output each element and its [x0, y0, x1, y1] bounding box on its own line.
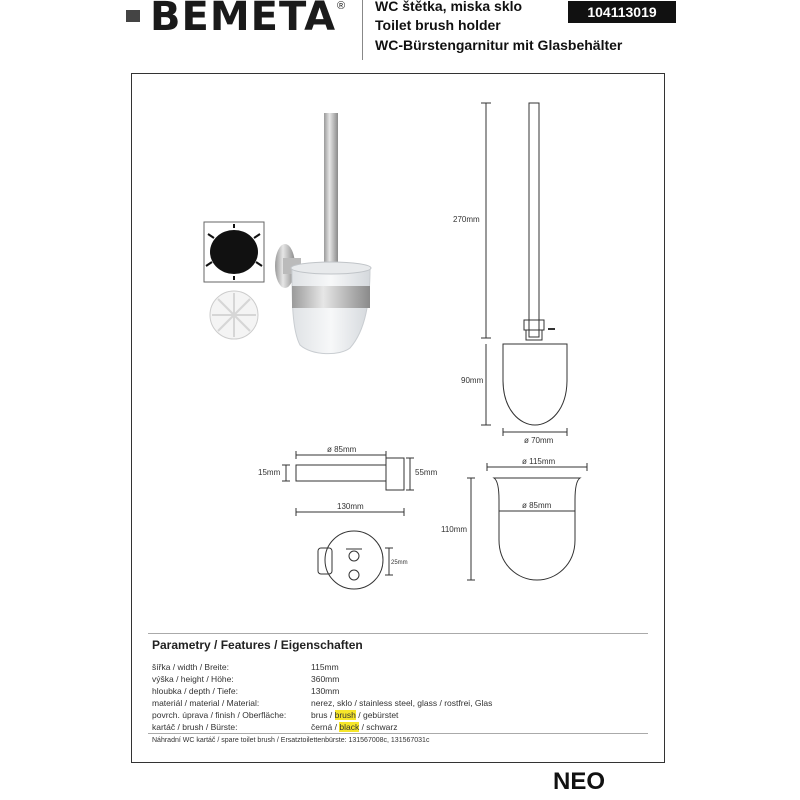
dim-90: 90mm: [461, 376, 484, 385]
param-label-material: materiál / material / Material:: [152, 698, 260, 708]
spare-parts-note: Náhradní WC kartáč / spare toilet brush / Ersatztoilettenbürste: 131567008c, 131567031c: [152, 737, 430, 744]
param-label-height: výška / height / Höhe:: [152, 674, 234, 684]
dim-85-top: ø 85mm: [327, 445, 357, 454]
spare-divider: [148, 733, 648, 734]
glass-cup-drawing: [467, 463, 587, 580]
param-label-depth: hloubka / depth / Tiefe:: [152, 686, 239, 696]
dim-55: 55mm: [415, 468, 438, 477]
param-label-brush: kartáč / brush / Bürste:: [152, 722, 238, 732]
dim-85-cup: ø 85mm: [522, 501, 552, 510]
title-en: Toilet brush holder: [375, 17, 501, 33]
brush-highlight: black: [339, 722, 360, 732]
bracket-front-view: [318, 531, 393, 589]
dim-70: ø 70mm: [524, 436, 554, 445]
dim-25: 25mm: [391, 560, 408, 566]
finish-pre: brus /: [311, 710, 335, 720]
product-photo: [275, 113, 371, 354]
param-value-width: 115mm: [311, 662, 339, 672]
param-value-depth: 130mm: [311, 686, 340, 696]
params-divider: [148, 633, 648, 634]
black-brush-thumbnail: [204, 222, 264, 282]
brand-logo: BEMETA: [150, 0, 337, 40]
brush-post: / schwarz: [359, 722, 398, 732]
dim-130: 130mm: [337, 502, 364, 511]
dim-110: 110mm: [441, 525, 468, 534]
param-value-height: 360mm: [311, 674, 340, 684]
brush-pre: černá /: [311, 722, 340, 732]
dim-15: 15mm: [258, 468, 281, 477]
title-cz: WC štětka, miska sklo: [375, 0, 523, 14]
param-value-finish: [311, 710, 398, 720]
param-value-brush: [311, 722, 397, 732]
title-de: WC-Bürstengarnitur mit Glasbehälter: [375, 37, 623, 53]
registered-mark: ®: [337, 0, 346, 12]
dim-270: 270mm: [453, 215, 480, 224]
series-name: NEO: [553, 768, 606, 795]
param-label-width: šířka / width / Breite:: [152, 662, 229, 672]
product-code: 104113019: [568, 1, 676, 23]
finish-post: / gebürstet: [355, 710, 399, 720]
side-elevation: [481, 103, 567, 436]
white-brush-thumbnail: [210, 291, 258, 339]
dim-115: ø 115mm: [522, 457, 556, 466]
finish-highlight: brush: [334, 710, 356, 720]
param-value-material: nerez, sklo / stainless steel, glass / rostfrei, Glas: [311, 698, 493, 708]
params-title: Parametry / Features / Eigenschaften: [152, 638, 363, 652]
param-label-finish: povrch. úprava / finish / Oberfläche:: [152, 710, 287, 720]
